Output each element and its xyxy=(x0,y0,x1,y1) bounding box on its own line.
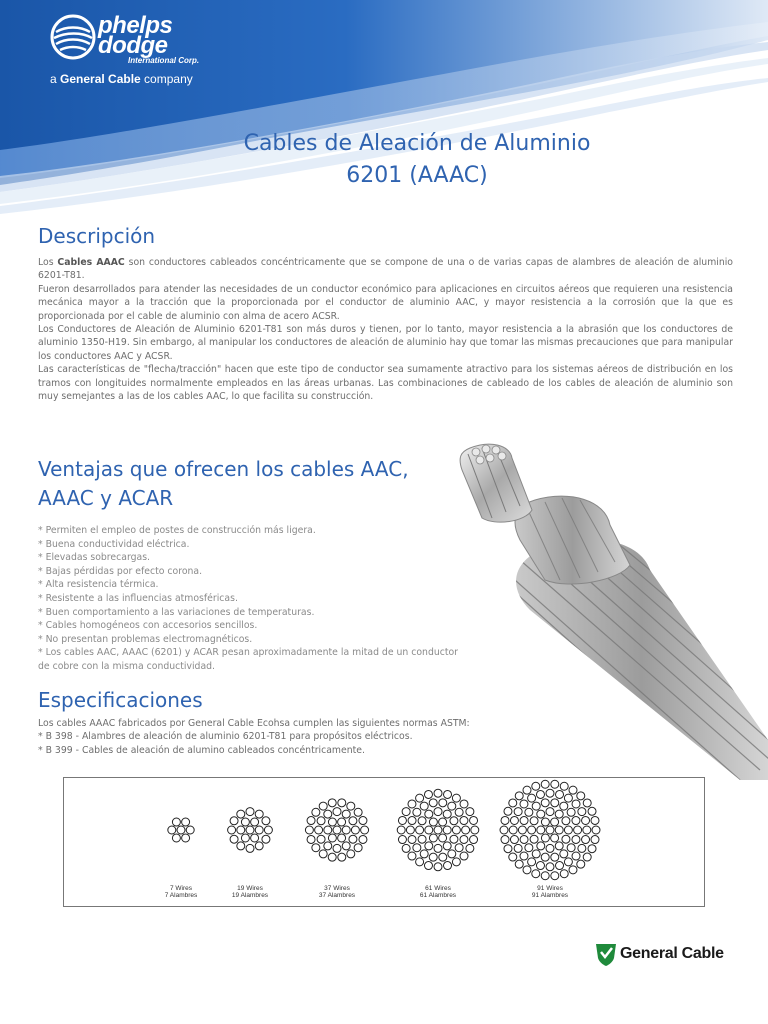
heading-ventajas xyxy=(38,455,409,513)
wire-strand xyxy=(460,817,468,825)
wire-strand xyxy=(324,810,332,818)
list-item: * B 398 - Alambres de aleación de aluminio 6201-T81 para propósitos eléctricos. xyxy=(38,731,413,743)
wire-strand xyxy=(342,826,350,834)
wire-strand xyxy=(556,862,564,870)
wire-strand xyxy=(434,826,442,834)
wire-strand xyxy=(342,842,350,850)
logo-word-dodge: dodge xyxy=(98,32,168,59)
wire-strand xyxy=(324,826,332,834)
wire-strand xyxy=(439,818,447,826)
wire-strand xyxy=(406,826,414,834)
list-item: * Buena conductividad eléctrica. xyxy=(38,538,190,550)
list-item: * B 399 - Cables de aleación de alumino cableados concéntricamente. xyxy=(38,744,365,756)
wire-strand xyxy=(425,842,433,850)
wire-strand xyxy=(305,826,313,834)
wire-strand xyxy=(541,818,549,826)
wire-strand xyxy=(317,817,325,825)
wire-strand xyxy=(546,808,554,816)
wire-strand xyxy=(424,790,432,798)
wire-strand xyxy=(328,834,336,842)
wire-strand xyxy=(186,826,194,834)
wire-strand xyxy=(518,826,526,834)
descripcion-paragraph-4: Las características de "flecha/tracción" hacen que este tipo de conductor sea sumamente atractivo para los sistemas aéreos de distribución en los tramos con longituides normalmente empleados en las áreas urbanas. Las combinaciones de cableado de los cables de aleación de aluminio son muy semejantes a las de los cables AAC, lo que facilita su construcción. xyxy=(38,364,733,403)
wire-strand xyxy=(444,790,452,798)
wire-strand xyxy=(333,844,341,852)
wire-strand xyxy=(537,842,545,850)
wire-strand xyxy=(536,790,544,798)
wire-strand xyxy=(408,852,416,860)
wire-strand xyxy=(514,844,522,852)
wire-strand xyxy=(425,826,433,834)
wire-strand xyxy=(460,835,468,843)
wire-strand xyxy=(246,826,254,834)
wire-strand xyxy=(418,835,426,843)
wire-strand xyxy=(420,802,428,810)
list-item: Los cables AAAC fabricados por General Cable Ecohsa cumplen las siguientes normas ASTM: xyxy=(38,718,470,729)
wire-strand xyxy=(567,844,575,852)
wire-strand xyxy=(439,799,447,807)
wire-strand xyxy=(520,835,528,843)
wire-strand xyxy=(555,810,563,818)
wire-strand xyxy=(255,810,263,818)
wire-strand xyxy=(564,826,572,834)
wire-strand xyxy=(443,826,451,834)
wire-strand xyxy=(501,816,509,824)
wire-strand xyxy=(246,844,254,852)
wire-strand xyxy=(466,808,474,816)
wire-strand xyxy=(230,835,238,843)
wire-strand xyxy=(536,862,544,870)
wire-strand xyxy=(315,826,323,834)
wire-strand xyxy=(569,866,577,874)
wire-strand xyxy=(429,834,437,842)
wire-strand xyxy=(555,842,563,850)
wire-strand xyxy=(578,808,586,816)
wire-strand xyxy=(397,826,405,834)
wire-strand xyxy=(241,818,249,826)
list-item: * Bajas pérdidas por efecto corona. xyxy=(38,565,203,577)
wire-strand xyxy=(338,818,346,826)
wire-strand xyxy=(532,850,540,858)
wire-strand xyxy=(361,826,369,834)
wire-strand xyxy=(408,800,416,808)
wire-strand xyxy=(408,835,416,843)
wire-strand xyxy=(255,826,263,834)
wire-strand xyxy=(416,858,424,866)
wire-strand xyxy=(354,808,362,816)
wire-strand xyxy=(448,850,456,858)
wire-strand xyxy=(583,826,591,834)
stranding-label-es: 91 Alambres xyxy=(531,892,569,899)
wire-strand xyxy=(328,818,336,826)
wire-strand xyxy=(577,860,585,868)
wire-strand xyxy=(520,817,528,825)
stranding-label-en: 19 Wires xyxy=(237,885,263,892)
wire-strand xyxy=(418,817,426,825)
wire-strand xyxy=(560,782,568,790)
stranding-label-61 xyxy=(398,885,478,899)
wire-strand xyxy=(408,817,416,825)
wire-strand xyxy=(460,852,468,860)
wire-strand xyxy=(509,853,517,861)
wire-strand xyxy=(416,826,424,834)
stranding-diagram xyxy=(63,777,705,907)
wire-strand xyxy=(541,853,549,861)
desc-p1-bold: Cables AAAC xyxy=(57,257,125,268)
wire-strand xyxy=(541,834,549,842)
wire-strand xyxy=(434,863,442,871)
wire-strand xyxy=(546,826,554,834)
wire-strand xyxy=(582,836,590,844)
wire-strand xyxy=(324,842,332,850)
wire-strand xyxy=(307,817,315,825)
wire-strand xyxy=(317,835,325,843)
wire-strand xyxy=(515,860,523,868)
wire-strand xyxy=(172,818,180,826)
wire-strand xyxy=(455,808,463,816)
list-item: * Buen comportamiento a las variaciones de temperaturas. xyxy=(38,606,315,618)
wire-strand xyxy=(525,808,533,816)
wire-strand xyxy=(546,789,554,797)
ventajas-list xyxy=(38,524,498,674)
wire-strand xyxy=(541,872,549,880)
tagline-brand: General Cable xyxy=(60,72,141,86)
wire-strand xyxy=(530,835,538,843)
wire-strand xyxy=(523,866,531,874)
list-item: * Elevadas sobrecargas. xyxy=(38,552,151,564)
wire-strand xyxy=(347,802,355,810)
wire-strand xyxy=(560,802,568,810)
wire-strand xyxy=(255,842,263,850)
wire-strand xyxy=(429,799,437,807)
wire-strand xyxy=(228,826,236,834)
wire-strand xyxy=(182,818,190,826)
wire-strand xyxy=(462,826,470,834)
heading-ventajas-line-2: AAAC y ACAR xyxy=(38,486,174,510)
stranding-label-37 xyxy=(297,885,377,899)
wire-strand xyxy=(564,858,572,866)
wire-strand xyxy=(551,872,559,880)
wire-strand xyxy=(439,853,447,861)
wire-strand xyxy=(351,826,359,834)
stranding-label-19 xyxy=(210,885,290,899)
wire-strand xyxy=(556,790,564,798)
wire-strand xyxy=(546,844,554,852)
wire-strand xyxy=(532,782,540,790)
wire-strand xyxy=(425,810,433,818)
wire-strand xyxy=(582,816,590,824)
wire-strand xyxy=(530,817,538,825)
wire-strand xyxy=(262,817,270,825)
wire-strand xyxy=(551,834,559,842)
wire-strand xyxy=(470,816,478,824)
wire-strand xyxy=(572,852,580,860)
wire-strand xyxy=(509,799,517,807)
stranding-label-en: 61 Wires xyxy=(425,885,451,892)
wire-strand xyxy=(251,818,259,826)
wire-strand xyxy=(182,834,190,842)
wire-strand xyxy=(504,845,512,853)
wire-strand xyxy=(328,853,336,861)
wire-strand xyxy=(420,850,428,858)
wire-strand xyxy=(168,826,176,834)
wire-strand xyxy=(537,810,545,818)
wire-strand xyxy=(424,862,432,870)
wire-strand xyxy=(333,826,341,834)
heading-descripcion: Descripción xyxy=(38,224,156,248)
desc-p1-c: son conductores cableados concéntricamente que se compone de una o de varias capas de alambres de aleación de aluminio 6201-T81. xyxy=(38,257,733,282)
wire-strand xyxy=(359,817,367,825)
stranding-label-en: 37 Wires xyxy=(324,885,350,892)
wire-strand xyxy=(347,850,355,858)
stranding-label-es: 37 Alambres xyxy=(318,892,356,899)
wire-strand xyxy=(264,826,272,834)
wire-strand xyxy=(588,807,596,815)
wire-strand xyxy=(466,844,474,852)
stranding-label-en: 91 Wires xyxy=(537,885,563,892)
desc-p1-a: Los xyxy=(38,257,58,268)
wire-strand xyxy=(592,826,600,834)
wire-strand xyxy=(591,836,599,844)
wire-strand xyxy=(551,818,559,826)
list-item: * Alta resistencia térmica. xyxy=(38,579,159,591)
wire-strand xyxy=(541,780,549,788)
wire-strand xyxy=(551,853,559,861)
wire-strand xyxy=(569,786,577,794)
wire-strand xyxy=(560,850,568,858)
wire-strand xyxy=(338,834,346,842)
wire-strand xyxy=(528,794,536,802)
logo-word-international: International Corp. xyxy=(128,56,200,65)
heading-ventajas-line-1: Ventajas que ofrecen los cables AAC, xyxy=(38,457,409,481)
wire-strand xyxy=(560,870,568,878)
stranding-label-7 xyxy=(141,885,221,899)
wire-strand xyxy=(413,844,421,852)
tagline-suffix: company xyxy=(140,72,193,86)
wire-strand xyxy=(246,808,254,816)
general-cable-wordmark: General Cable xyxy=(620,945,724,962)
wire-strand xyxy=(434,808,442,816)
wire-strand xyxy=(448,802,456,810)
wire-strand xyxy=(591,816,599,824)
descripcion-paragraph-1 xyxy=(38,256,733,283)
wire-strand xyxy=(523,786,531,794)
wire-strand xyxy=(532,802,540,810)
wire-strand xyxy=(515,792,523,800)
stranding-label-es: 19 Alambres xyxy=(231,892,269,899)
wire-strand xyxy=(471,826,479,834)
globe-icon xyxy=(50,14,96,60)
wire-strand xyxy=(500,826,508,834)
list-item: * No presentan problemas electromagnéticos. xyxy=(38,633,253,645)
stranding-label-en: 7 Wires xyxy=(169,885,193,892)
wire-strand xyxy=(510,836,518,844)
wire-strand xyxy=(398,816,406,824)
wire-strand xyxy=(328,799,336,807)
wire-strand xyxy=(551,780,559,788)
wire-strand xyxy=(413,808,421,816)
wire-strand xyxy=(342,810,350,818)
title-line-1: Cables de Aleación de Aluminio xyxy=(243,131,591,156)
wire-strand xyxy=(398,836,406,844)
wire-strand xyxy=(537,826,545,834)
wire-strand xyxy=(572,835,580,843)
wire-strand xyxy=(504,807,512,815)
wire-strand xyxy=(520,852,528,860)
heading-especificaciones: Especificaciones xyxy=(38,688,203,712)
wire-strand xyxy=(237,810,245,818)
wire-strand xyxy=(501,836,509,844)
wire-strand xyxy=(574,826,582,834)
wire-strand xyxy=(429,853,437,861)
wire-strand xyxy=(528,858,536,866)
wire-strand xyxy=(567,808,575,816)
wire-strand xyxy=(416,794,424,802)
wire-strand xyxy=(562,835,570,843)
especificaciones-list xyxy=(38,717,538,757)
wire-strand xyxy=(354,844,362,852)
wire-strand xyxy=(450,817,458,825)
list-item: * Los cables AAC, AAAC (6201) y ACAR pesan aproximadamente la mitad de un conductor xyxy=(38,647,458,659)
title-line-2: 6201 (AAAC) xyxy=(346,163,488,188)
descripcion-paragraph-2: Fueron desarrollados para atender las necesidades de un conductor económico para aplicaciones en circuitos aéreos que requieren una resistencia mecánica mayor a la tracción que la proporcionada por el conductor de aluminio AAC, y mayor resistencia a la corrosión que la que es proporcionada por el cable de aluminio con alma de acero ACSR. xyxy=(38,283,733,322)
tagline-prefix: a xyxy=(50,72,61,86)
wire-strand xyxy=(237,826,245,834)
wire-strand xyxy=(338,799,346,807)
wire-strand xyxy=(312,808,320,816)
wire-strand xyxy=(177,826,185,834)
wire-strand xyxy=(562,817,570,825)
wire-strand xyxy=(452,794,460,802)
wire-strand xyxy=(588,845,596,853)
header-banner xyxy=(0,0,768,230)
wire-strand xyxy=(572,800,580,808)
list-item: de cobre con la misma conductividad. xyxy=(38,660,216,672)
wire-strand xyxy=(307,835,315,843)
wire-strand xyxy=(510,816,518,824)
wire-strand xyxy=(429,818,437,826)
logo-word-phelps: phelps xyxy=(98,12,173,39)
descripcion-paragraph-3: Los Conductores de Aleación de Aluminio 6201-T81 son más duros y tienen, por lo tanto, mayor resistencia a la abrasión que los conductores de aluminio 1350-H19. Sin embargo, al manipular los conductores de aleación de aluminio hay que tomar las mismas precauciones que para manipular los conductores AAC y ACSR. xyxy=(38,324,733,362)
wire-strand xyxy=(455,844,463,852)
wire-strand xyxy=(349,835,357,843)
wire-strand xyxy=(262,835,270,843)
wire-strand xyxy=(319,850,327,858)
wire-strand xyxy=(434,789,442,797)
wire-strand xyxy=(525,844,533,852)
wire-strand xyxy=(578,844,586,852)
wire-strand xyxy=(359,835,367,843)
list-item: * Permiten el empleo de postes de construcción más ligera. xyxy=(38,525,316,536)
descripcion-body xyxy=(38,256,733,403)
wire-strand xyxy=(241,834,249,842)
wire-strand xyxy=(237,842,245,850)
stranding-label-es: 61 Alambres xyxy=(419,892,457,899)
wire-strand xyxy=(319,802,327,810)
wire-strand xyxy=(434,844,442,852)
wire-strand xyxy=(541,799,549,807)
stranding-label-es: 7 Alambres xyxy=(164,892,198,899)
list-item: * Cables homogéneos con accesorios sencillos. xyxy=(38,620,258,632)
page-title xyxy=(0,128,768,192)
wire-strand xyxy=(312,844,320,852)
wire-strand xyxy=(520,800,528,808)
wire-strand xyxy=(532,870,540,878)
wire-strand xyxy=(564,794,572,802)
wire-strand xyxy=(450,835,458,843)
wire-strand xyxy=(528,826,536,834)
wire-strand xyxy=(444,862,452,870)
wire-strand xyxy=(460,800,468,808)
wire-strand xyxy=(546,863,554,871)
wire-strand xyxy=(551,799,559,807)
wire-strand xyxy=(452,826,460,834)
wire-strand xyxy=(572,817,580,825)
wire-strand xyxy=(172,834,180,842)
wire-strand xyxy=(583,799,591,807)
wire-strand xyxy=(555,826,563,834)
wire-strand xyxy=(470,836,478,844)
wire-strand xyxy=(443,810,451,818)
wire-strand xyxy=(402,844,410,852)
wire-strand xyxy=(514,808,522,816)
wire-strand xyxy=(577,792,585,800)
wire-strand xyxy=(349,817,357,825)
wire-strand xyxy=(452,858,460,866)
wire-strand xyxy=(443,842,451,850)
wire-strand xyxy=(338,853,346,861)
wire-strand xyxy=(583,853,591,861)
wire-strand xyxy=(439,834,447,842)
company-tagline xyxy=(50,72,193,86)
wire-strand xyxy=(402,808,410,816)
stranding-label-91 xyxy=(510,885,590,899)
wire-strand xyxy=(230,817,238,825)
general-cable-shield-icon xyxy=(594,942,618,968)
list-item: * Resistente a las influencias atmosféricas. xyxy=(38,592,238,604)
wire-strand xyxy=(333,808,341,816)
wire-strand xyxy=(509,826,517,834)
wire-strand xyxy=(251,834,259,842)
